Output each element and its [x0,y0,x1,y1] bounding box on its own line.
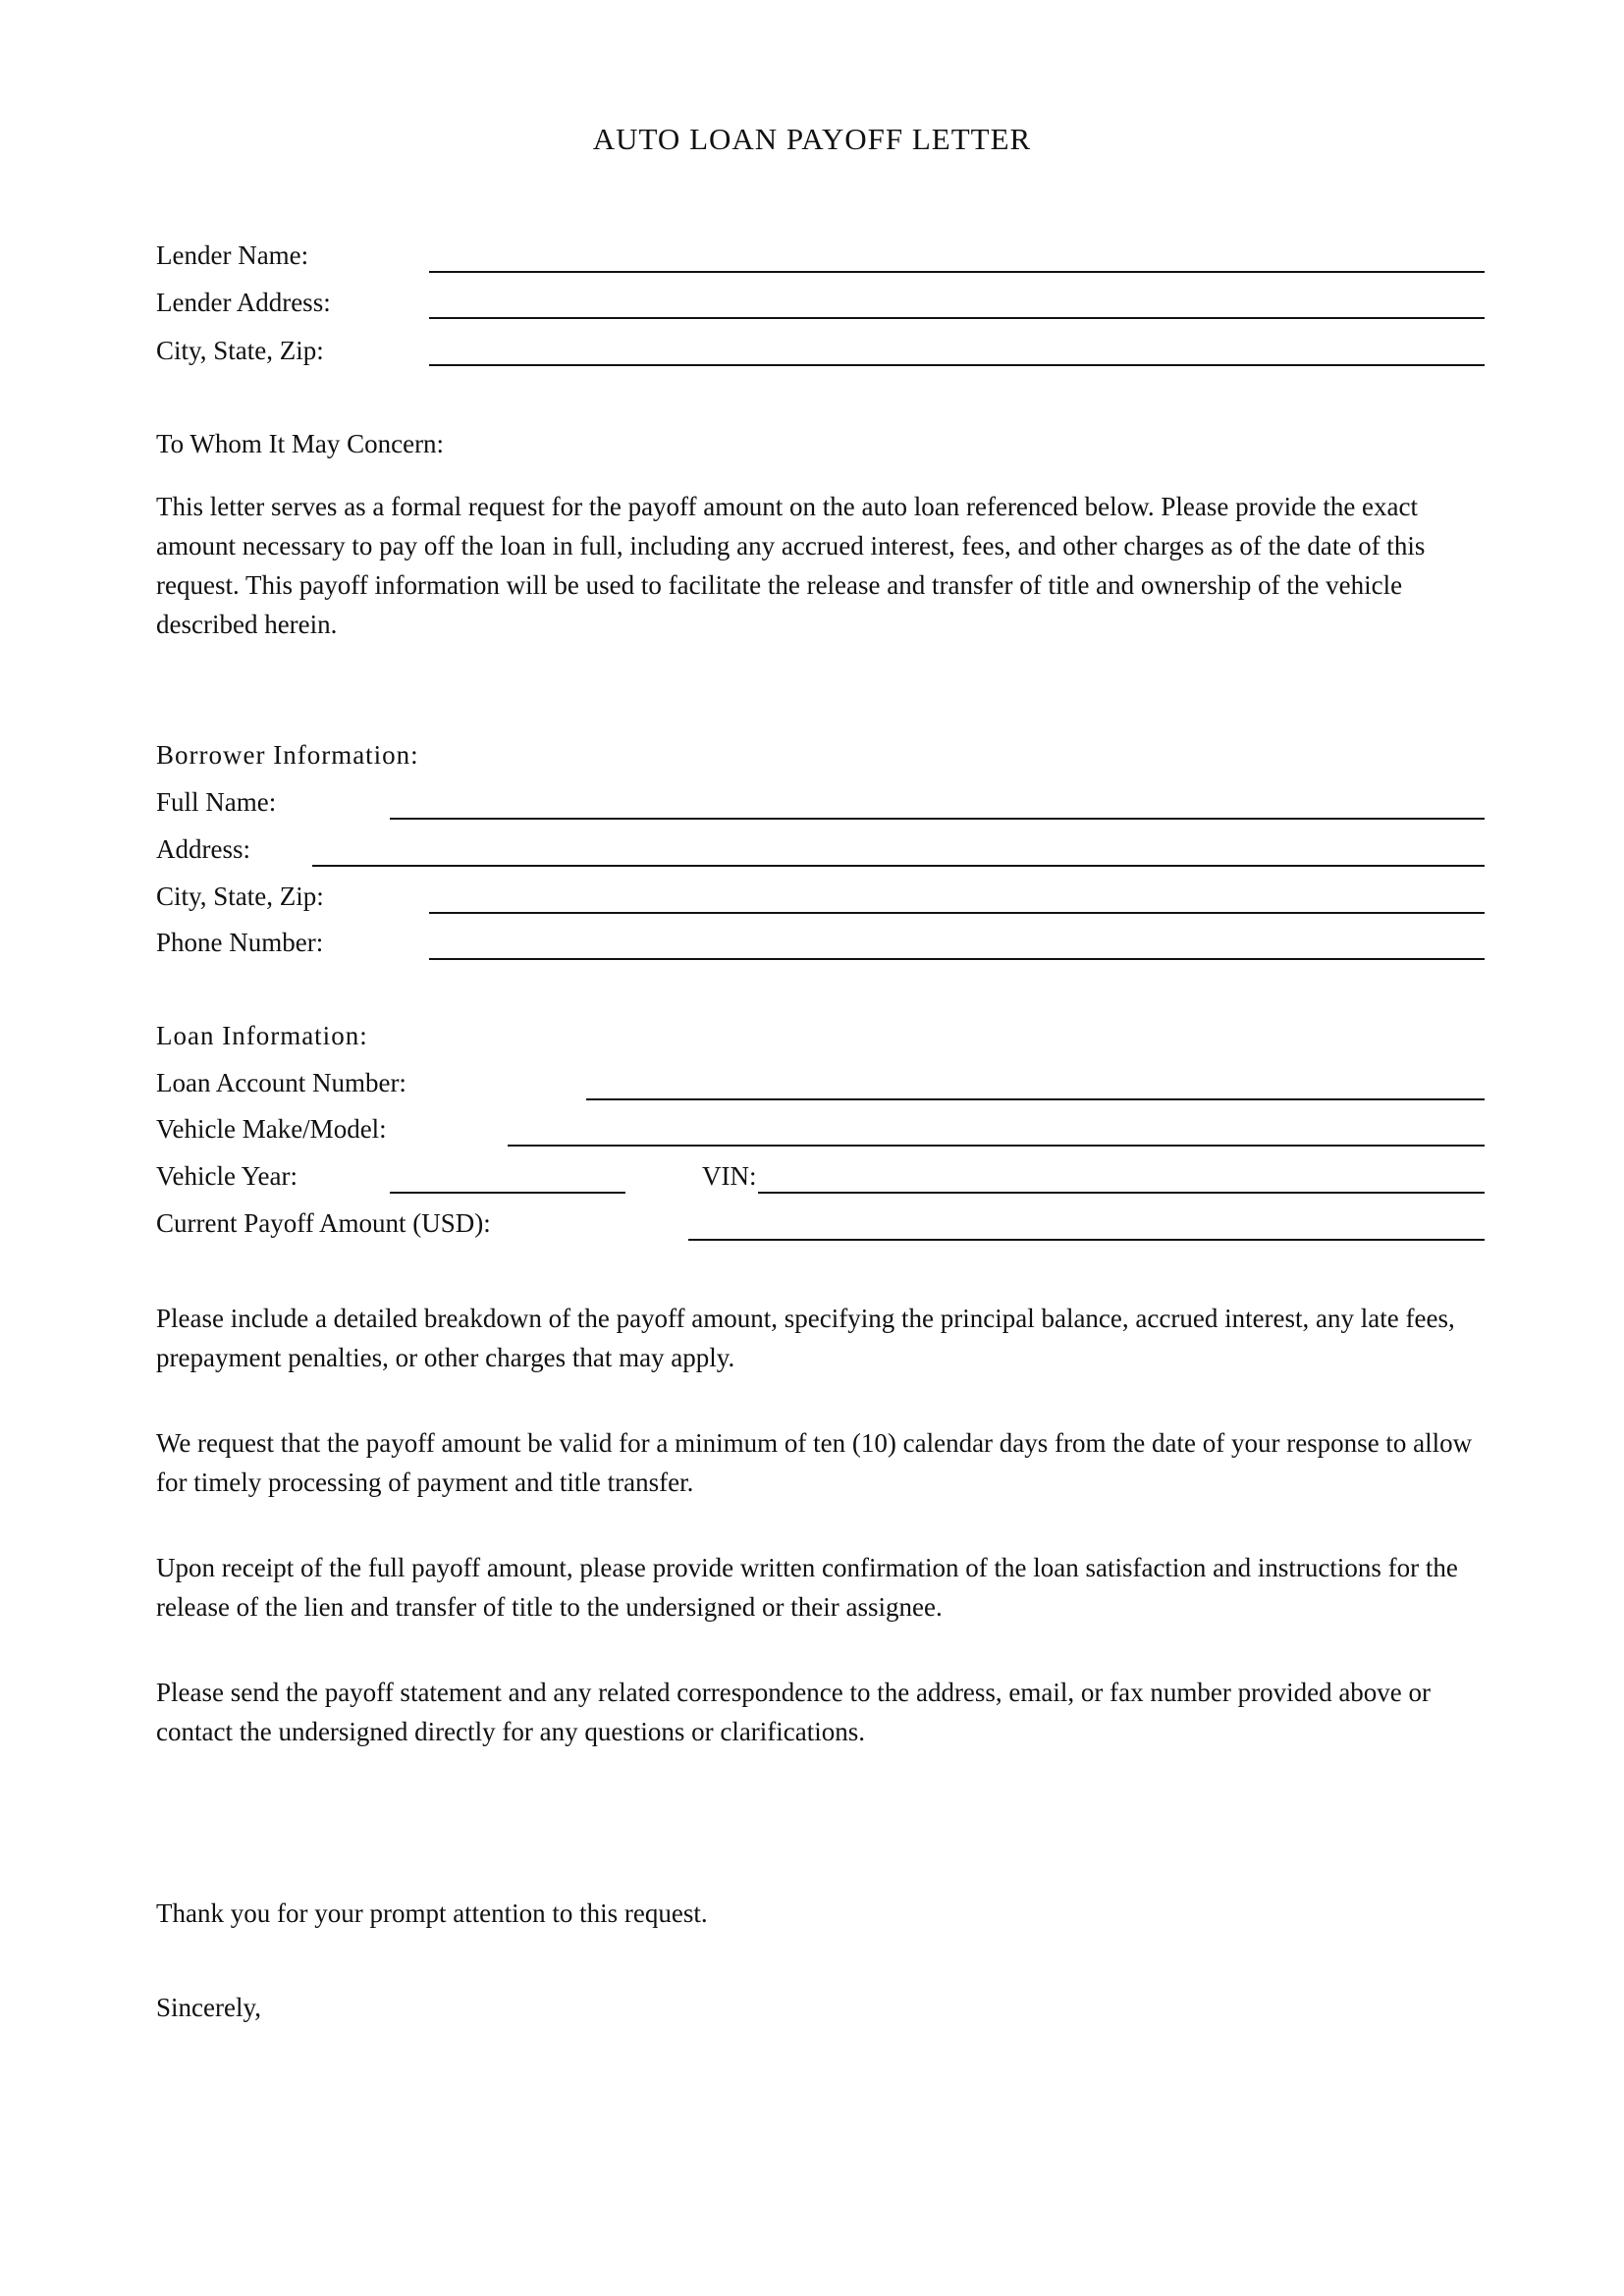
borrower-section-heading: Borrower Information: [156,740,419,770]
lender-name-field[interactable] [429,271,1485,273]
vehicle-make-model-label: Vehicle Make/Model: [156,1114,387,1144]
greeting: To Whom It May Concern: [156,429,445,458]
borrower-phone-field[interactable] [429,958,1485,960]
borrower-phone-label: Phone Number: [156,928,324,957]
borrower-city-state-zip-label: City, State, Zip: [156,881,324,911]
vehicle-make-model-field[interactable] [508,1145,1485,1147]
loan-section-heading: Loan Information: [156,1021,368,1050]
correspondence-paragraph: Please send the payoff statement and any related correspondence to the address, email, or fax number provided above or contact the undersigned directly for any questions or clarifications. [156,1678,1432,1746]
borrower-address-label: Address: [156,834,250,864]
borrower-full-name-label: Full Name: [156,787,277,817]
thanks-line: Thank you for your prompt attention to this request. [156,1898,708,1928]
breakdown-paragraph: Please include a detailed breakdown of the payoff amount, specifying the principal balance, accrued interest, any late fees, prepayment penalties, or other charges that may apply. [156,1304,1455,1372]
confirmation-paragraph: Upon receipt of the full payoff amount, please provide written confirmation of the loan satisfaction and instructions for the release of the lien and transfer of title to the undersigned or their assignee. [156,1553,1458,1622]
loan-account-number-label: Loan Account Number: [156,1068,406,1097]
current-payoff-amount-label: Current Payoff Amount (USD): [156,1208,491,1238]
lender-city-state-zip-field[interactable] [429,364,1485,366]
borrower-city-state-zip-field[interactable] [429,912,1485,914]
sign-off: Sincerely, [156,1993,261,2022]
document-title: AUTO LOAN PAYOFF LETTER [592,122,1032,156]
borrower-full-name-field[interactable] [390,818,1485,820]
lender-name-label: Lender Name: [156,240,309,270]
lender-address-field[interactable] [429,317,1485,319]
validity-paragraph: We request that the payoff amount be valid for a minimum of ten (10) calendar days from the date of your response to allow for timely processing of payment and title transfer. [156,1428,1473,1497]
vin-field[interactable] [758,1192,1485,1194]
current-payoff-amount-field[interactable] [688,1239,1485,1241]
vin-label: VIN: [702,1161,757,1191]
vehicle-year-field[interactable] [390,1192,625,1194]
vehicle-year-label: Vehicle Year: [156,1161,298,1191]
lender-city-state-zip-label: City, State, Zip: [156,336,324,365]
lender-address-label: Lender Address: [156,288,331,317]
loan-account-number-field[interactable] [586,1098,1485,1100]
borrower-address-field[interactable] [312,865,1485,867]
intro-paragraph: This letter serves as a formal request for the payoff amount on the auto loan referenced below. Please provide the exact amount necessary to pay off the loan in full, including any accrued interest, fees, and other charges as of the date of this request. This payoff information will be used to facilitate the release and transfer of title and ownership of the vehicle described herein. [156,492,1426,639]
